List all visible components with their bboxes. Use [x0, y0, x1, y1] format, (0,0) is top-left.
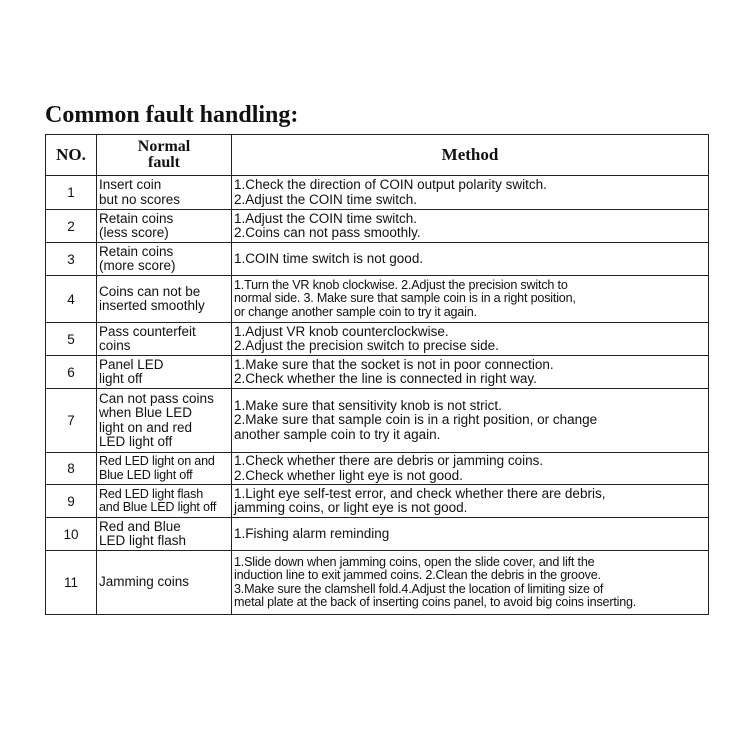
row-method: 1.Light eye self-test error, and check whether there are debris, jamming coins, or light eye is not good.: [232, 485, 709, 518]
row-method: 1.Check the direction of COIN output polarity switch. 2.Adjust the COIN time switch.: [232, 176, 709, 210]
row-fault: Red and Blue LED light flash: [97, 518, 232, 551]
row-method: 1.Turn the VR knob clockwise. 2.Adjust the precision switch to normal side. 3. Make sure that sample coin is in a right position, or change another sample coin to try it again.: [232, 276, 709, 323]
row-number: 8: [46, 453, 97, 485]
row-method: 1.Make sure that sensitivity knob is not strict. 2.Make sure that sample coin is in a right position, or change another sample coin to try it again.: [232, 389, 709, 453]
row-method: 1.Check whether there are debris or jamming coins. 2.Check whether light eye is not good.: [232, 453, 709, 485]
row-fault: Retain coins (more score): [97, 243, 232, 276]
row-fault: Red LED light flash and Blue LED light off: [97, 485, 232, 518]
row-fault: Panel LED light off: [97, 356, 232, 389]
column-header-no: NO.: [46, 135, 97, 176]
table-row: [46, 389, 709, 453]
row-fault: Jamming coins: [97, 551, 232, 615]
row-fault: Coins can not be inserted smoothly: [97, 276, 232, 323]
table-row: [46, 453, 709, 485]
row-fault: Pass counterfeit coins: [97, 323, 232, 356]
table-row: [46, 518, 709, 551]
page-title: Common fault handling:: [45, 102, 299, 128]
table-row: [46, 210, 709, 243]
row-method: 1.COIN time switch is not good.: [232, 243, 709, 276]
row-number: 6: [46, 356, 97, 389]
row-fault: Red LED light on and Blue LED light off: [97, 453, 232, 485]
row-method: 1.Make sure that the socket is not in poor connection. 2.Check whether the line is connected in right way.: [232, 356, 709, 389]
row-number: 10: [46, 518, 97, 551]
table-row: [46, 551, 709, 615]
row-number: 5: [46, 323, 97, 356]
table-row: [46, 276, 709, 323]
row-number: 9: [46, 485, 97, 518]
column-header-method: Method: [232, 135, 709, 176]
column-header-fault: Normal fault: [97, 135, 232, 176]
row-number: 2: [46, 210, 97, 243]
row-method: 1.Slide down when jamming coins, open the slide cover, and lift the induction line to exit jammed coins. 2.Clean the debris in the groove. 3.Make sure the clamshell fold.4.Adjust the location of limiting size of metal plate at the back of inserting coins panel, to avoid big coins inserting.: [232, 551, 709, 615]
row-method: 1.Fishing alarm reminding: [232, 518, 709, 551]
row-number: 4: [46, 276, 97, 323]
row-number: 3: [46, 243, 97, 276]
table-row: [46, 243, 709, 276]
table-row: [46, 356, 709, 389]
row-number: 7: [46, 389, 97, 453]
row-fault: Can not pass coins when Blue LED light on and red LED light off: [97, 389, 232, 453]
row-method: 1.Adjust VR knob counterclockwise. 2.Adjust the precision switch to precise side.: [232, 323, 709, 356]
row-method: 1.Adjust the COIN time switch. 2.Coins can not pass smoothly.: [232, 210, 709, 243]
row-number: 11: [46, 551, 97, 615]
row-fault: Insert coin but no scores: [97, 176, 232, 210]
fault-table: [45, 134, 709, 615]
row-fault: Retain coins (less score): [97, 210, 232, 243]
table-row: [46, 485, 709, 518]
row-number: 1: [46, 176, 97, 210]
table-row: [46, 176, 709, 210]
table-header-row: [46, 135, 709, 176]
table-row: [46, 323, 709, 356]
